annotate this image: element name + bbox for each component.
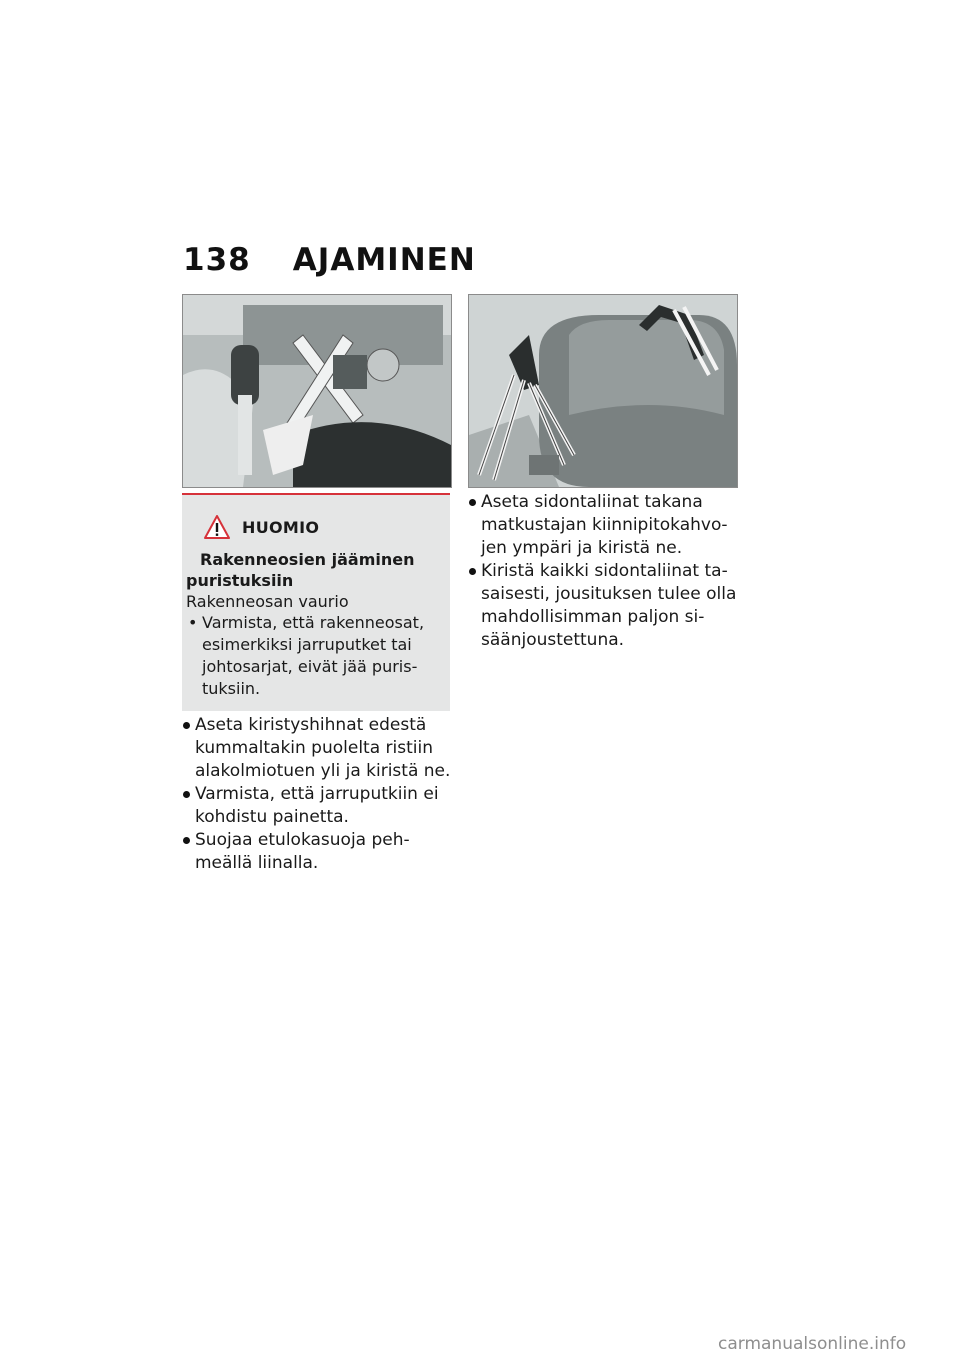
- list-item: Suojaa etulokasuoja pehmeällä liinalla.: [182, 829, 457, 875]
- right-step-list: [468, 491, 743, 652]
- front-strap-photo: [182, 294, 452, 488]
- notice-hazard: Rakenneosien jääminen puristuksiin: [186, 550, 415, 590]
- page-number: 138: [183, 242, 251, 278]
- notice-heading: [204, 515, 319, 539]
- warning-triangle-icon: [204, 515, 230, 539]
- list-item: Aseta kiristyshihnat edestä kummaltakin puolelta ristiin alakolmiotuen yli ja kiristä ne.: [182, 714, 457, 783]
- notice-box: [182, 493, 450, 711]
- list-item: Aseta sidontaliinat takana matkustajan kiinnipitokahvojen ympäri ja kiristä ne.: [468, 491, 743, 560]
- notice-action-list: [186, 612, 440, 700]
- notice-action-item: • Varmista, että rakenneosat, esimerkiksi jarruputket tai johtosarjat, eivät jää puristuksiin.: [186, 612, 440, 700]
- list-item: Varmista, että jarruputkiin ei kohdistu painetta.: [182, 783, 457, 829]
- notice-title: HUOMIO: [242, 517, 320, 537]
- list-item: Kiristä kaikki sidontaliinat tasaisesti, jousituksen tulee olla mahdollisimman paljon sisäänjoustettuna.: [468, 560, 743, 652]
- page-header: [183, 242, 476, 278]
- notice-body: [186, 549, 440, 700]
- chapter-title: AJAMINEN: [292, 242, 476, 278]
- left-step-list: [182, 714, 457, 875]
- watermark: carmanualsonline.info: [718, 1334, 907, 1354]
- rear-strap-photo: [468, 294, 738, 488]
- notice-consequence: Rakenneosan vaurio: [186, 592, 349, 611]
